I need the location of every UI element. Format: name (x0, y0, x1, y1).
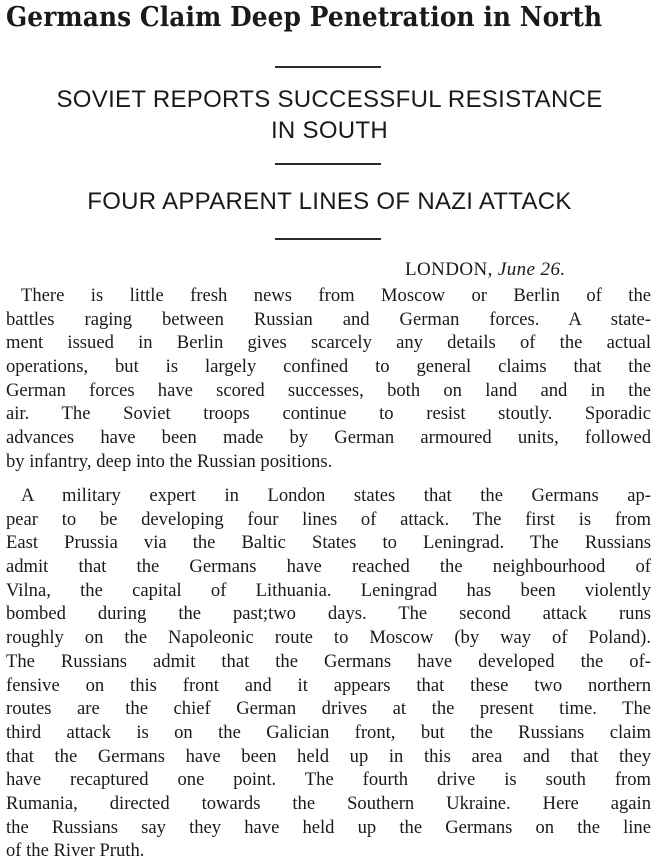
paragraph-2-line: East Prussia via the Baltic States to Leningrad. The Russians (6, 532, 651, 554)
paragraph-2-line: the Russians say they have held up the Germans on the line (6, 816, 651, 838)
dateline (405, 259, 566, 281)
paragraph-2-line: Rumania, directed towards the Southern Ukraine. Here again (6, 792, 651, 814)
paragraph-1-line: German forces have scored successes, both on land and in the (6, 379, 651, 401)
divider-rule-1 (275, 66, 381, 68)
paragraph-2-line: The Russians admit that the Germans have developed the of- (6, 650, 651, 672)
paragraph-2-line: bombed during the past;two days. The second attack runs (6, 603, 651, 625)
paragraph-2-line: third attack is on the Galician front, but the Russians claim (6, 721, 651, 743)
subheadline-1-line-1: SOVIET REPORTS SUCCESSFUL RESISTANCE (56, 86, 603, 113)
divider-rule-3 (275, 238, 381, 240)
paragraph-2-line: Vilna, the capital of Lithuania. Leningrad has been violently (6, 579, 651, 601)
paragraph-1-line: battles raging between Russian and German forces. A state- (6, 308, 651, 330)
headline: Germans Claim Deep Penetration in North (6, 2, 603, 33)
paragraph-2-line: of the River Pruth. (6, 840, 145, 862)
paragraph-2-line: that the Germans have been held up in this area and that they (6, 745, 651, 767)
paragraph-2-line: pear to be developing four lines of attack. The first is from (6, 508, 651, 530)
subheadline-2: FOUR APPARENT LINES OF NAZI ATTACK (87, 188, 572, 215)
paragraph-1-line: by infantry, deep into the Russian positions. (6, 450, 333, 472)
paragraph-1-line: air. The Soviet troops continue to resist stoutly. Sporadic (6, 403, 651, 425)
paragraph-1-line: operations, but is largely confined to general claims that the (6, 356, 651, 378)
paragraph-1-line: ment issued in Berlin gives scarcely any details of the actual (6, 332, 651, 354)
paragraph-1-line: advances have been made by German armoured units, followed (6, 427, 651, 449)
paragraph-2-line: routes are the chief German drives at the present time. The (6, 698, 651, 720)
paragraph-1 (6, 284, 651, 474)
paragraph-2-line: admit that the Germans have reached the neighbourhood of (6, 556, 651, 578)
paragraph-2 (6, 484, 651, 863)
paragraph-2-line: roughly on the Napoleonic route to Moscow (by way of Poland). (6, 627, 651, 649)
subheadline-1-line-2: IN SOUTH (270, 117, 389, 144)
paragraph-2-line: A military expert in London states that the Germans ap- (21, 485, 651, 506)
divider-rule-2 (275, 163, 381, 165)
dateline-place: LONDON, (405, 259, 493, 280)
paragraph-1-line: There is little fresh news from Moscow or Berlin of the (21, 285, 651, 306)
paragraph-2-line: have recaptured one point. The fourth drive is south from (6, 769, 651, 791)
paragraph-2-line: fensive on this front and it appears that these two northern (6, 674, 651, 696)
dateline-date: June 26. (497, 259, 566, 280)
